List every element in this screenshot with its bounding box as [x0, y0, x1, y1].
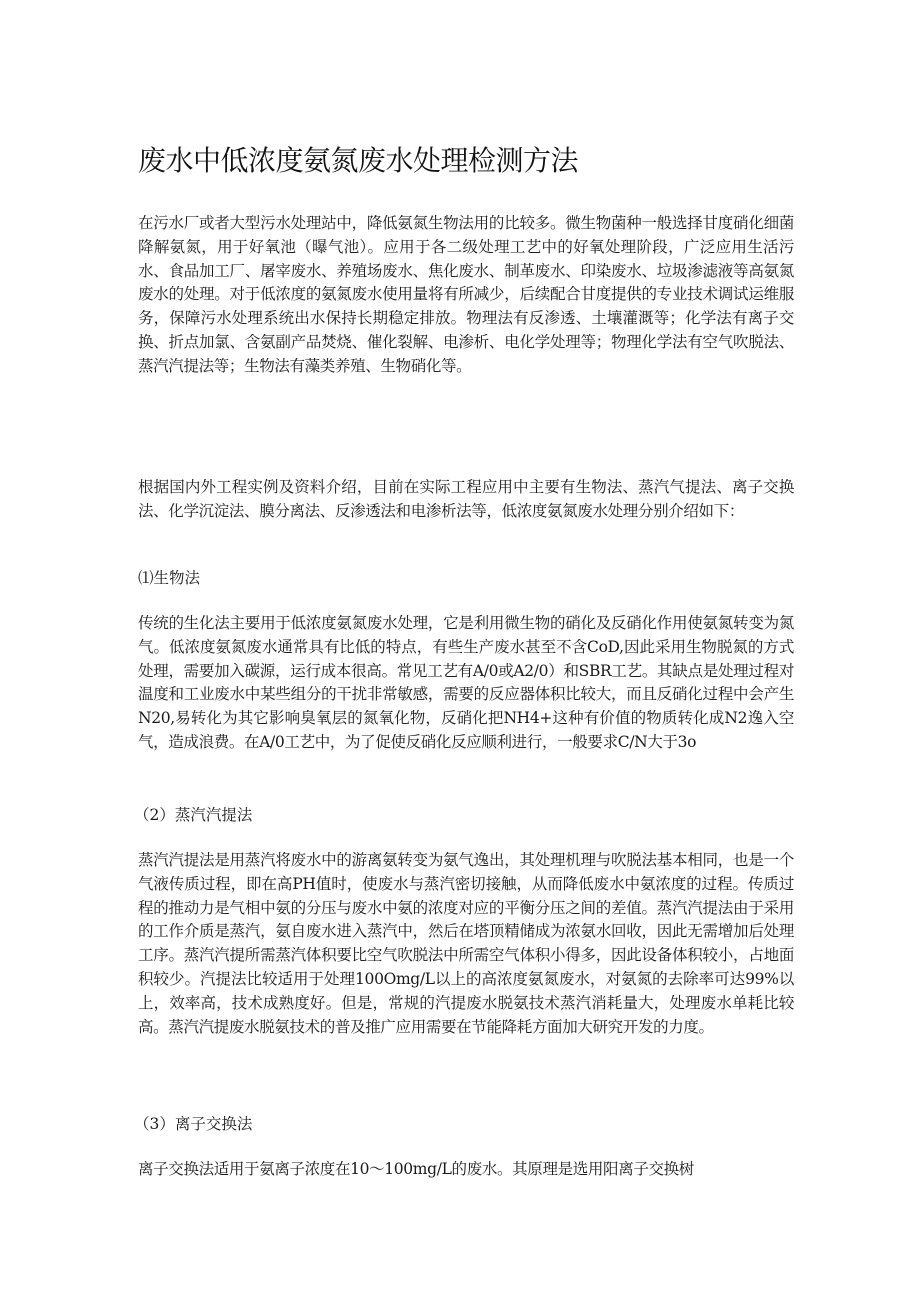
intro-paragraph: 在污水厂或者大型污水处理站中，降低氨氮生物法用的比较多。微生物菌种一般选择甘度硝化细菌降解氨氮，用于好氧池（曝气池）。应用于各二级处理工艺中的好氧处理阶段，广泛应用生活污水、食品加工厂、屠宰废水、养殖场废水、焦化废水、制革废水、印染废水、垃圾渗滤液等高氨氮废水的处理。对于低浓度的氨氮废水使用量将有所减少，后续配合甘度提供的专业技术调试运维服务，保障污水处理系统出水保持长期稳定排放。物理法有反渗透、土壤灌溉等；化学法有离子交换、折点加氯、含氨副产品焚烧、催化裂解、电渗析、电化学处理等；物理化学法有空气吹脱法、蒸汽汽提法等；生物法有藻类养殖、生物硝化等。 [138, 214, 794, 375]
section-heading-ion-exchange: （3）离子交换法 [134, 1115, 253, 1133]
document-title: 废水中低浓度氨氮废水处理检测方法 [138, 144, 579, 177]
overview-paragraph: 根据国内外工程实例及资料介绍，目前在实际工程应用中主要有生物法、蒸汽气提法、离子交换法、化学沉淀法、膜分离法、反渗透法和电渗析法等，低浓度氨氮废水处理分别介绍如下： [138, 478, 794, 520]
section-body-ion-exchange: 离子交换法适用于氨离子浓度在10～100mg/L的废水。其原理是选用阳离子交换树 [138, 1160, 694, 1178]
section-heading-steam-stripping: （2）蒸汽汽提法 [134, 806, 253, 824]
section-body-steam-stripping: 蒸汽汽提法是用蒸汽将废水中的游离氨转变为氨气逸出，其处理机理与吹脱法基本相同，也是一个气液传质过程，即在高PH值时，使废水与蒸汽密切接触，从而降低废水中氨浓度的过程。传质过程的推动力是气相中氨的分压与废水中氨的浓度对应的平衡分压之间的差值。蒸汽汽提法由于采用的工作介质是蒸汽，氨自废水进入蒸汽中，然后在塔顶精储成为浓氨水回收，因此无需增加后处理工序。蒸汽汽提所需蒸汽体积要比空气吹脱法中所需空气体积小得多，因此设备体积较小，占地面积较少。汽提法比较适用于处理100Omg/L以上的高浓度氨氮废水，对氨氮的去除率可达99%以上，效率高，技术成熟度好。但是，常规的汽提废水脱氨技术蒸汽消耗量大，处理废水单耗比较高。蒸汽汽提废水脱氨技术的普及推广应用需要在节能降耗方面加大研究开发的力度。 [138, 851, 794, 1036]
section-body-biological: 传统的生化法主要用于低浓度氨氮废水处理，它是利用微生物的硝化及反硝化作用使氨氮转变为氮气。低浓度氨氮废水通常具有比低的特点，有些生产废水甚至不含CoD,因此采用生物脱氮的方式处理，需要加入碳源，运行成本很高。常见工艺有A/0或A2/0）和SBR工艺。其缺点是处理过程对温度和工业废水中某些组分的干扰非常敏感，需要的反应器体积比较大，而且反硝化过程中会产生N20,易转化为其它影响臭氧层的氮氧化物，反硝化把NH4+这种有价值的物质转化成N2逸入空气，造成浪费。在A/0工艺中，为了促使反硝化反应顺利进行，一般要求C/N大于3o [138, 614, 794, 751]
section-heading-biological: ⑴生物法 [138, 569, 201, 587]
